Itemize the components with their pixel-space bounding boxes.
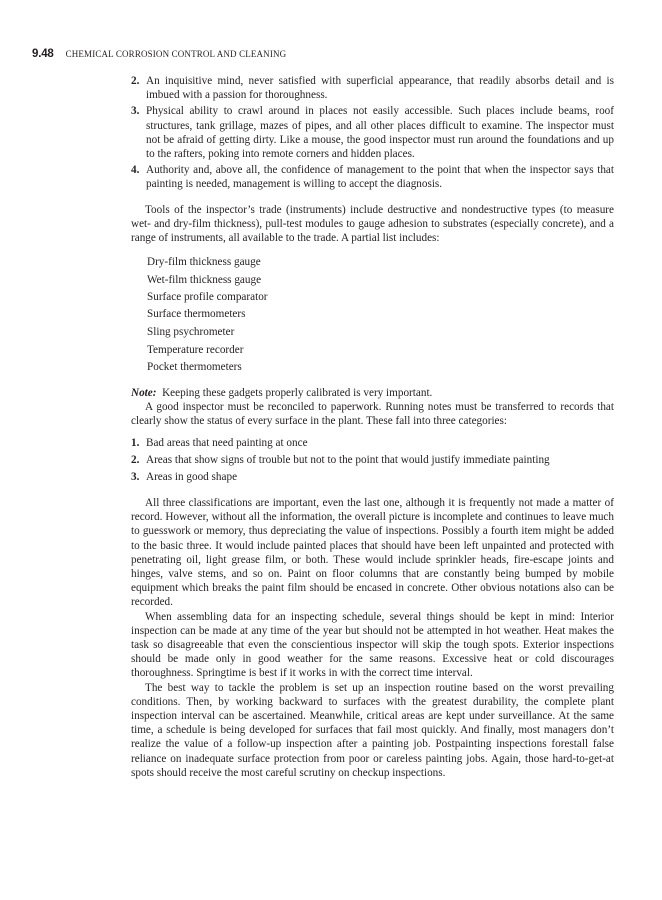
- tools-paragraph: Tools of the inspector’s trade (instruments) include destructive and nondestructive types (to measure wet- and dry-film thickness), pull-test modules to gauge adhesion to substrates (especially concrete), and a range of instruments, all available to the trade. A partial list includes:: [131, 204, 614, 245]
- list-item: [131, 470, 614, 484]
- list-item: [131, 453, 614, 467]
- closing-paragraphs: [131, 496, 614, 780]
- note-block: [131, 386, 614, 429]
- page-header: [32, 47, 286, 61]
- item-text: Authority and, above all, the confidence of management to the point that when the inspector says that painting is needed, management is willing to accept the diagnosis.: [146, 164, 614, 191]
- page-number: 9.48: [32, 48, 54, 60]
- list-item: Surface profile comparator: [147, 291, 268, 303]
- list-item: Sling psychrometer: [147, 326, 235, 338]
- categories-list: [131, 436, 614, 485]
- list-item: [131, 74, 614, 102]
- item-number: 2.: [131, 75, 140, 87]
- item-text: Bad areas that need painting at once: [146, 437, 308, 449]
- paperwork-paragraph: A good inspector must be reconciled to paperwork. Running notes must be transferred to records that clearly show the status of every surface in the plant. These fall into three categories:: [131, 401, 614, 428]
- item-text: Physical ability to crawl around in places not easily accessible. Such places include beams, roof structures, tank grillage, mazes of pipes, and all other places difficult to examine. The inspector must not be afraid of getting dirty. Like a mouse, the good inspector must run around the foundations and up to the rafters, poking into remote corners and hidden places.: [146, 105, 614, 161]
- list-item: [131, 104, 614, 161]
- paragraph: The best way to tackle the problem is set up an inspection routine based on the worst prevailing conditions. Then, by working backward to surfaces with the greatest durability, the complete plant inspection interval can be ascertained. Meanwhile, critical areas are kept under surveillance. At the same time, a schedule is being developed for surfaces that fail most quickly. And finally, most managers don’t realize the value of a follow-up inspection after a painting job. Postpainting inspections forestall false reliance on inadequate surface protection from poor or careless painting jobs. Again, those hard-to-get-at spots should receive the most careful scrutiny on checkup inspections.: [131, 681, 614, 779]
- list-item: Surface thermometers: [147, 308, 246, 320]
- tools-paragraph-block: [131, 203, 614, 246]
- item-number: 3.: [131, 105, 140, 118]
- list-item: Dry-film thickness gauge: [147, 256, 261, 268]
- note-paragraph: [131, 386, 614, 400]
- paragraph: All three classifications are important, even the last one, although it is frequently not made a matter of record. However, without all the information, the overall picture is incomplete and continues to leave much to guesswork or memory, thus depreciating the value of inspections. Possibly a fourth item might be added to the basic three. It would include painted places that should have been left unpainted and protected with penetrating oil, light grease film, or both. These would include sprinkler heads, fire-escape joints and hinges, valve stems, and so on. Paint on floor columns that are constantly being bumped by mobile equipment which breaks the paint film should be encased in concrete. Other obvious notations also can be recorded.: [131, 497, 614, 609]
- list-item: [131, 436, 614, 450]
- item-text: Areas that show signs of trouble but not to the point that would justify immediate painting: [146, 454, 550, 467]
- item-number: 2.: [131, 454, 140, 467]
- note-text: Keeping these gadgets properly calibrated is very important.: [162, 387, 433, 399]
- item-number: 4.: [131, 164, 140, 177]
- list-item: Wet-film thickness gauge: [147, 274, 262, 286]
- note-label: Note:: [131, 387, 157, 399]
- paragraph: When assembling data for an inspecting schedule, several things should be kept in mind: Interior inspection can be made at any time of the year but should not be attempted in hot weather. Heat makes the task so disagreeable that even the conscientious inspector will skip the tough spots. Exterior inspections should be made only in good weather for the same reasons. Excessive heat or cold discourages thoroughness. Springtime is best if it works in with the correct time interval.: [131, 610, 614, 680]
- item-text: An inquisitive mind, never satisfied with superficial appearance, that readily absorbs detail and is imbued with a passion for thoroughness.: [146, 75, 614, 102]
- list-item: Temperature recorder: [147, 344, 244, 356]
- item-number: 3.: [131, 471, 140, 484]
- list-item: Pocket thermometers: [147, 361, 242, 373]
- item-text: Areas in good shape: [146, 471, 238, 484]
- item-number: 1.: [131, 437, 140, 449]
- running-title: CHEMICAL CORROSION CONTROL AND CLEANING: [65, 49, 287, 59]
- qualities-list: [131, 74, 614, 192]
- list-item: [131, 163, 614, 191]
